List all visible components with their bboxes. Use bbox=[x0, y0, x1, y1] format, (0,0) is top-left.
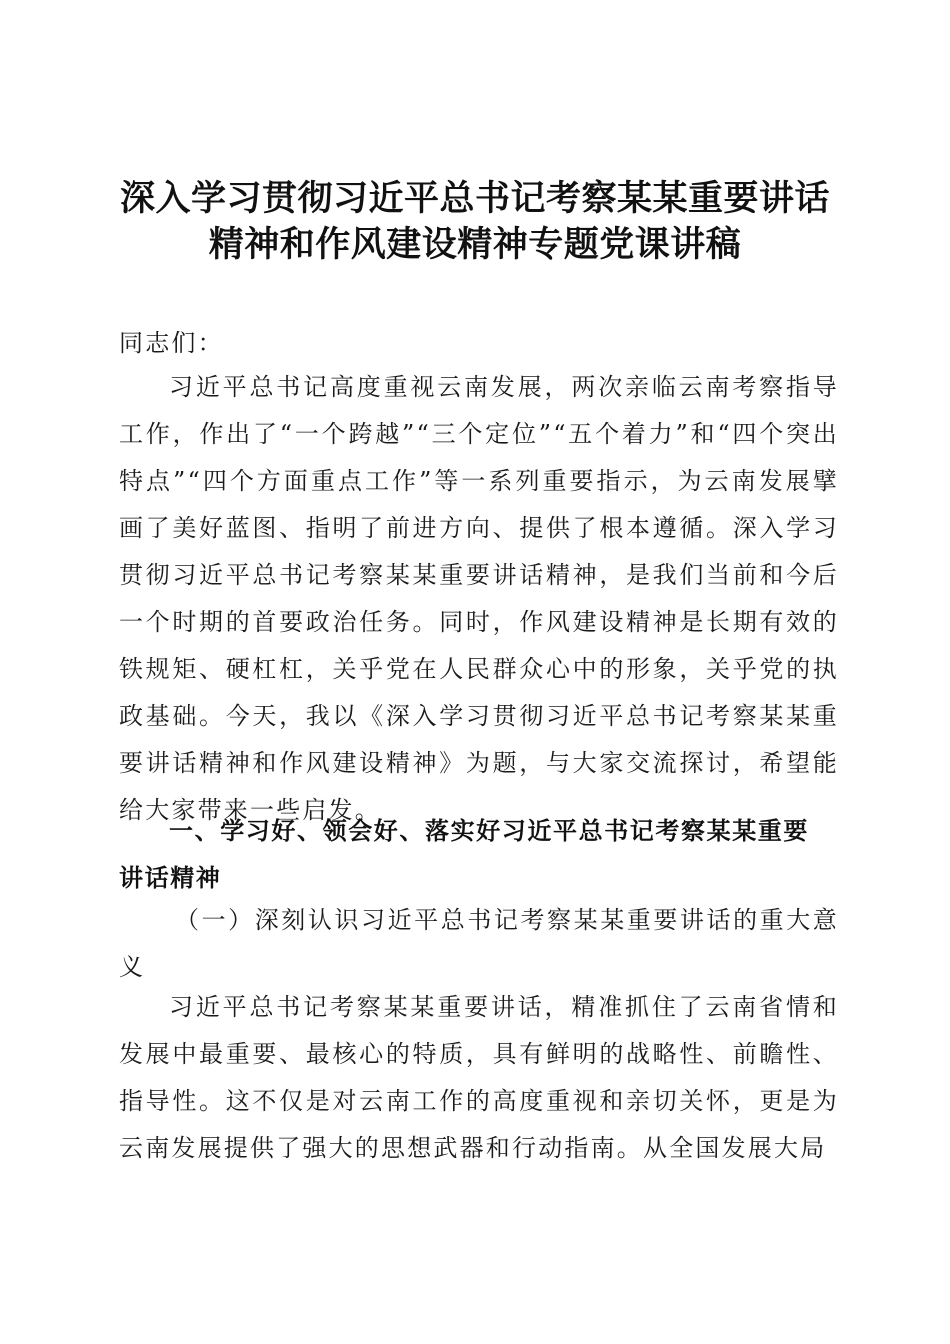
intro-paragraph: 习近平总书记高度重视云南发展，两次亲临云南考察指导工作，作出了“一个跨越”“三个定位”“五个着力”和“四个突出特点”“四个方面重点工作”等一系列重要指示，为云南发展擘画了美好蓝图、指明了前进方向、提供了根本遵循。深入学习贯彻习近平总书记考察某某重要讲话精神，是我们当前和今后一个时期的首要政治任务。同时，作风建设精神是长期有效的铁规矩、硬杠杠，关乎党在人民群众心中的形象，关乎党的执政基础。今天，我以《深入学习贯彻习近平总书记考察某某重要讲话精神和作风建设精神》为题，与大家交流探讨，希望能给大家带来一些启发。 bbox=[119, 373, 839, 824]
body-paragraph-2: 习近平总书记考察某某重要讲话，精准抓住了云南省情和发展中最重要、最核心的特质，具有鲜明的战略性、前瞻性、指导性。这不仅是对云南工作的高度重视和亲切关怀，更是为云南发展提供了强大的思想武器和行动指南。从全国发展大局 bbox=[119, 993, 839, 1162]
salutation: 同志们： bbox=[119, 329, 224, 357]
subsection-heading-1: （一）深刻认识习近平总书记考察某某重要讲话的重大意义 bbox=[119, 906, 839, 981]
section-heading-1: 一、学习好、领会好、落实好习近平总书记考察某某重要讲话精神 bbox=[119, 817, 809, 892]
document-title-line-2: 精神和作风建设精神专题党课讲稿 bbox=[208, 224, 742, 265]
document-title-line-1: 深入学习贯彻习近平总书记考察某某重要讲话 bbox=[119, 178, 830, 219]
